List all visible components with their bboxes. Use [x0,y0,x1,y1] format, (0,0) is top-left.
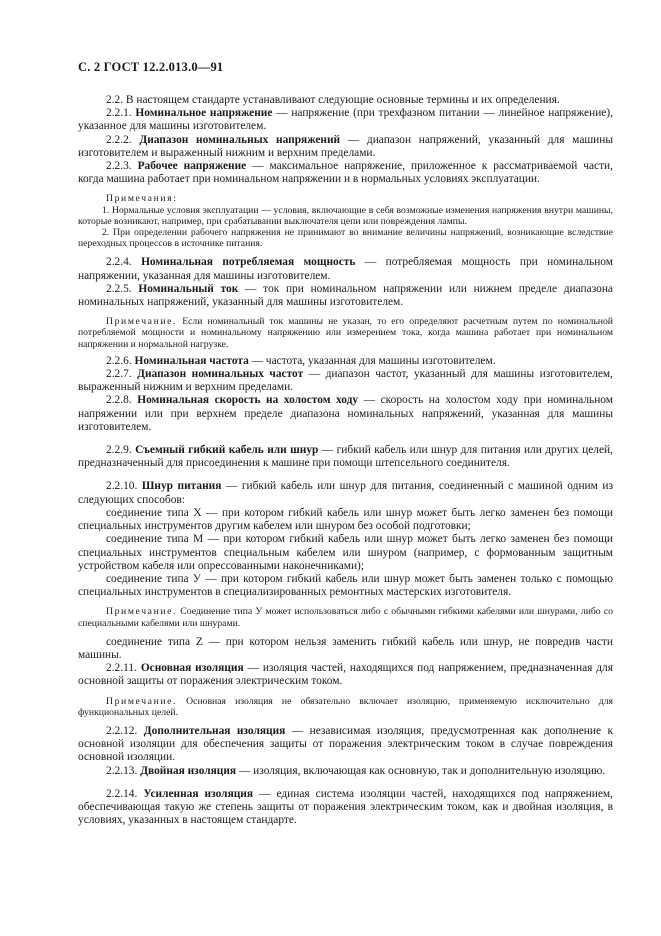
note-label: Примечание. [106,606,178,618]
clause-number: 2.2.14. [106,787,138,800]
note-block-1 [78,193,613,249]
definition: — частота, указанная для машины изготовителем. [248,354,496,367]
definition: — изоляция, включающая как основную, так и дополнительную изоляцию. [236,764,606,777]
clause-number: 2.2.11. [106,662,137,675]
note-label: Примечание. [106,316,178,328]
note-label: Примечание. [106,695,178,707]
connection-type-y: соединение типа У — при котором гибкий кабель или шнур может быть заменен только с помощью специальных инструментов в специализированных ремонтных мастерских изготовителя. [78,572,613,599]
paragraph-2-2-6 [78,355,613,368]
note-4 [78,696,613,718]
term: Рабочее напряжение [137,160,247,173]
paragraph-2-2-9 [78,444,613,470]
definition: — гибкий кабель или шнур для питания или других целей, предназначенный для присоединения к машине при помощи штепсельного соединителя. [78,444,613,470]
connection-type-m: соединение типа M — при котором гибкий кабель или шнур может быть легко заменен без помощи специальных инструментов специальным кабелем или шнуром (например, с формованным защитным устройством кабеля или опрессованными наконечниками); [78,533,613,572]
paragraph-2-2-7 [78,368,613,394]
note-3 [78,606,613,628]
term: Диапазон номинальных частот [137,368,304,381]
paragraph-2-2-14 [78,788,613,828]
clause-number: 2.2.13. [106,764,138,777]
term: Основная изоляция [140,662,244,675]
term: Усиленная изоляция [143,787,254,800]
definition: — максимальное напряжение, приложенное к рассматриваемой части, когда машина работает при номинальном напряжении и в нормальных условиях эксплуатации. [78,160,613,186]
term: Дополнительная изоляция [143,724,286,737]
clause-number: 2.2.7. [106,368,132,381]
paragraph-2-2-8 [78,394,613,434]
term: Номинальное напряжение [135,107,273,120]
page-header: С. 2 ГОСТ 12.2.013.0—91 [78,60,224,74]
term: Съемный гибкий кабель или шнур [135,444,319,457]
paragraph-2-2-11 [78,662,613,688]
note-text: Если номинальный ток машины не указан, то его определяют расчетным путем по номинальной потребляемой мощности и номинальному напряжению или измерением тока, когда машина работает при номинальном напряжении и нормальной нагрузке. [78,316,613,350]
term: Шнур питания [141,480,222,493]
definition: — диапазон напряжений, указанный для машины изготовителем и выраженный нижним и верхним пределами. [78,133,613,159]
definition: — изоляция частей, находящихся под напряжением, предназначенная для основной защиты от поражения электрическим током. [78,662,613,688]
paragraph-2-2-3 [78,160,613,186]
definition: — гибкий кабель или шнур для питания, соединенный с машиной одним из следующих способов: [78,480,613,506]
paragraph-2-2-4 [78,256,613,282]
connection-type-z: соединение типа Z — при котором нельзя заменить гибкий кабель или шнур, не повредив части машины. [78,635,613,661]
term: Двойная изоляция [140,764,237,777]
definition: — единая система изоляции частей, находящихся под напряжением, обеспечивающая такую же степень защиты от поражения электрическим током, как и двойная изоляция, в условиях, указанных в настоящем стандарте. [78,787,613,827]
clause-number: 2.2.8. [106,394,132,407]
clause-number: 2.2.4. [106,256,132,269]
paragraph-2-2-1 [78,107,613,133]
term: Номинальная частота [134,354,249,367]
definition: — диапазон частот, указанный для машины изготовителем, выраженный нижним и верхним пределами. [78,368,613,394]
definition: — независимая изоляция, предусмотренная как дополнение к основной изоляции для обеспечения защиты от поражения электрическим током в случае повреждения основной изоляции. [78,724,614,764]
term: Номинальный ток [138,282,239,295]
note-item-1: 1. Нормальные условия эксплуатации — условия, включающие в себя возможные изменения напряжения внутри машины, которые возникают, например, при срабатывании выключателя цепи или повреждения лампы. [78,204,613,227]
clause-number: 2.2.6. [106,354,132,367]
connection-type-x: соединение типа X — при котором гибкий кабель или шнур может быть легко заменен без помощи специальных инструментов другим кабелем или шнуром без особой подготовки; [78,506,613,533]
clause-number: 2.2.5. [106,282,132,295]
paragraph-2-2-12 [78,725,613,765]
definition: — ток при номинальном напряжении или нижнем пределе диапазона номинальных напряжений, указанный для машины изготовителем. [78,282,613,309]
paragraph-2-2-2 [78,134,613,160]
term: Диапазон номинальных напряжений [139,133,341,146]
definition: — скорость на холостом ходу при номинальном напряжении или при верхнем пределе диапазона номинальных напряжений, указанная для машины изготовителем. [78,394,613,433]
note-2 [78,316,613,350]
note-item-2: 2. При определении рабочего напряжения не принимают во внимание величины напряжений, возникающие вследствие переходных процессов в источнике питания. [78,227,613,250]
clause-number: 2.2.2. [106,133,132,146]
note-text: Основная изоляция не обязательно включает изоляцию, применяемую исключительно для функциональных целей. [78,695,613,718]
clause-number: 2.2.9. [106,444,132,457]
definition: — напряжение (при трехфазном питании — линейное напряжение), указанное для машины изготовителем. [78,107,613,133]
note-title: Примечания: [106,193,178,205]
term: Номинальная потребляемая мощность [141,256,356,269]
paragraph-2-2: 2.2. В настоящем стандарте устанавливают следующие основные термины и их определения. [106,94,560,106]
term: Номинальная скорость на холостом ходу [137,394,359,407]
definition: — потребляемая мощность при номинальном напряжении, указанная для машины изготовителем. [78,256,613,282]
clause-number: 2.2.10. [106,480,138,493]
clause-number: 2.2.3. [106,160,132,173]
clause-number: 2.2.12. [106,724,138,737]
document-body [78,94,613,827]
paragraph-2-2-5 [78,283,613,309]
note-text: Соединение типа У может использоваться либо с обычными гибкими кабелями или шнурами, либо со специальными кабелями или шнурами. [78,606,613,629]
clause-number: 2.2.1. [106,107,132,120]
paragraph-2-2-13 [78,765,613,778]
paragraph-2-2-10 [78,480,613,506]
